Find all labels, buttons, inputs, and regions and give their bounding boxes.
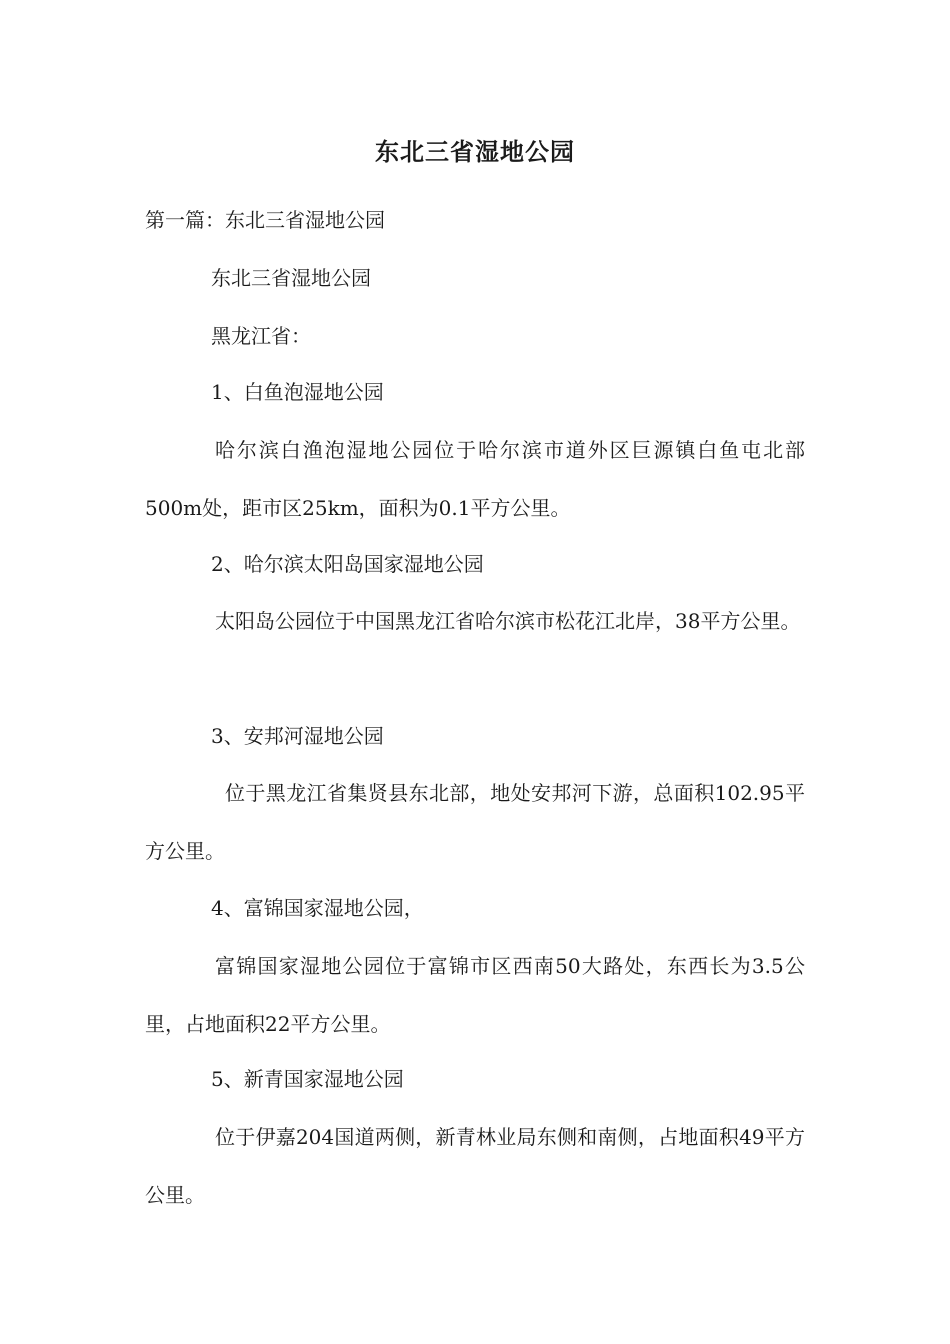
item-heading-2: 2、哈尔滨太阳岛国家湿地公园 (211, 552, 484, 576)
province-heading: 黑龙江省： (211, 324, 311, 348)
item-heading-3: 3、安邦河湿地公园 (211, 724, 384, 748)
item-heading-4: 4、富锦国家湿地公园， (211, 896, 424, 920)
item-body-1: 哈尔滨白渔泡湿地公园位于哈尔滨市道外区巨源镇白鱼屯北部500m处，距市区25km，面积为0.1平方公里。 (145, 438, 805, 520)
item-body-3: 位于黑龙江省集贤县东北部，地处安邦河下游，总面积102.95平方公里。 (145, 781, 805, 863)
section-heading: 东北三省湿地公园 (211, 266, 371, 290)
item-body-4: 富锦国家湿地公园位于富锦市区西南50大路处，东西长为3.5公里，占地面积22平方公里。 (145, 954, 805, 1036)
chapter-heading: 第一篇：东北三省湿地公园 (145, 208, 385, 232)
item-body-2: 太阳岛公园位于中国黑龙江省哈尔滨市松花江北岸，38平方公里。 (215, 609, 801, 633)
item-heading-1: 1、白鱼泡湿地公园 (211, 380, 384, 404)
item-heading-5: 5、新青国家湿地公园 (211, 1067, 404, 1091)
item-body-5: 位于伊嘉204国道两侧，新青林业局东侧和南侧，占地面积49平方公里。 (145, 1125, 805, 1207)
document-title: 东北三省湿地公园 (375, 137, 575, 166)
